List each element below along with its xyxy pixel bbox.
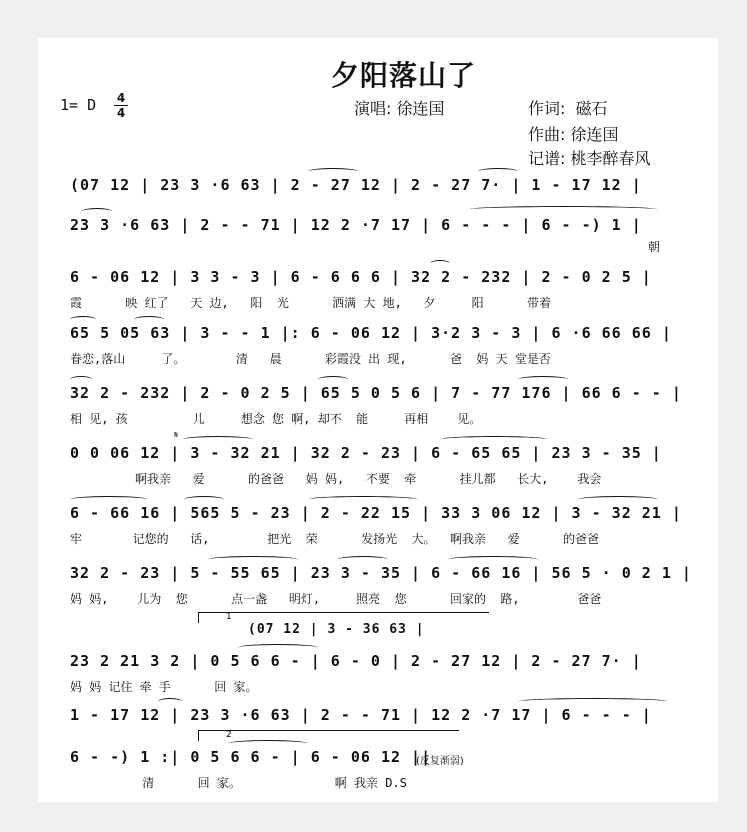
slur bbox=[308, 168, 358, 175]
segno-sign: 𝄋 bbox=[174, 430, 179, 441]
lyric-row-2: 朝 bbox=[70, 240, 660, 254]
slur bbox=[183, 436, 253, 443]
slur bbox=[578, 496, 658, 503]
slur bbox=[70, 496, 148, 503]
slur bbox=[238, 644, 318, 651]
slur bbox=[70, 316, 96, 323]
music-row-11: 6 - -) 1 :| 0 5 6 6 - | 6 - 06 12 || bbox=[70, 748, 432, 766]
slur bbox=[318, 376, 348, 383]
lyric-row-6: 啊我亲 爱 的爸爸 妈 妈, 不要 牵 挂儿都 长大, 我会 bbox=[70, 472, 602, 486]
lyric-row-8: 妈 妈, 儿为 您 点一盏 明灯, 照亮 您 回家的 路, 爸爸 bbox=[70, 592, 602, 606]
volta-label-2: 2 bbox=[226, 730, 232, 740]
lyric-row-9: 妈 妈 记住 牵 手 回 家。 bbox=[70, 680, 258, 694]
slur bbox=[158, 698, 182, 705]
music-row-1: (07 12 | 23 3 ·6 63 | 2 - 27 12 | 2 - 27 7· | 1 - 17 12 | bbox=[70, 176, 642, 194]
key-signature: 1= D bbox=[60, 96, 97, 114]
slur bbox=[134, 316, 164, 323]
slur bbox=[208, 556, 298, 563]
slur bbox=[308, 496, 418, 503]
lyric-row-3: 霞 映 红了 天 边, 阳 光 洒满 大 地, 夕 阳 带着 bbox=[70, 296, 551, 310]
footer-note: (反复渐弱) bbox=[416, 756, 464, 767]
music-row-3: 6 - 06 12 | 3 3 - 3 | 6 - 6 6 6 | 32 2 - 232 | 2 - 0 2 5 | bbox=[70, 268, 652, 286]
volta-1-music: (07 12 | 3 - 36 63 | bbox=[248, 622, 425, 637]
time-bottom: 4 bbox=[116, 106, 126, 120]
music-row-7: 6 - 66 16 | 565 5 - 23 | 2 - 22 15 | 33 3 06 12 | 3 - 32 21 | bbox=[70, 504, 682, 522]
music-row-4: 65 5 05 63 | 3 - - 1 |: 6 - 06 12 | 3·2 3 - 3 | 6 ·6 66 66 | bbox=[70, 324, 672, 342]
slur bbox=[448, 556, 538, 563]
slur bbox=[430, 260, 450, 267]
slur bbox=[440, 436, 548, 443]
sheet-page bbox=[38, 38, 718, 802]
slur bbox=[338, 556, 388, 563]
song-title: 夕阳落山了 bbox=[331, 59, 477, 92]
slur bbox=[228, 740, 308, 747]
composer-credit: 作曲: 徐连国 bbox=[528, 125, 619, 144]
slur bbox=[184, 496, 224, 503]
slur bbox=[478, 168, 518, 175]
music-row-5: 32 2 - 232 | 2 - 0 2 5 | 65 5 0 5 6 | 7 - 77 176 | 66 6 - - | bbox=[70, 384, 682, 402]
music-row-6: 0 0 06 12 | 3 - 32 21 | 32 2 - 23 | 6 - 65 65 | 23 3 - 35 | bbox=[70, 444, 662, 462]
singer-credit: 演唱: 徐连国 bbox=[354, 99, 445, 118]
music-row-2: 23 3 ·6 63 | 2 - - 71 | 12 2 ·7 17 | 6 - - - | 6 - -) 1 | bbox=[70, 216, 642, 234]
slur bbox=[82, 208, 112, 215]
slur bbox=[468, 206, 658, 213]
slur bbox=[70, 376, 92, 383]
music-row-8: 32 2 - 23 | 5 - 55 65 | 23 3 - 35 | 6 - 66 16 | 56 5 · 0 2 1 | bbox=[70, 564, 692, 582]
volta-label-1: 1 bbox=[226, 612, 232, 622]
transcriber-credit: 记谱: 桃李醉春风 bbox=[528, 149, 651, 168]
lyric-row-4: 眷恋,落山 了。 清 晨 彩霞没 出 现, 爸 妈 天 堂是否 bbox=[70, 352, 551, 366]
slur bbox=[518, 376, 568, 383]
slur bbox=[518, 698, 668, 705]
volta-bracket-2 bbox=[198, 730, 459, 741]
lyric-row-7: 牢 记您的 话, 把光 荣 发扬光 大。 啊我亲 爱 的爸爸 bbox=[70, 532, 599, 546]
lyric-row-11: 清 回 家。 啊 我亲 D.S bbox=[70, 776, 407, 790]
time-signature bbox=[114, 92, 128, 119]
music-row-9: 23 2 21 3 2 | 0 5 6 6 - | 6 - 0 | 2 - 27 12 | 2 - 27 7· | bbox=[70, 652, 642, 670]
lyricist-credit: 作词: 磁石 bbox=[528, 99, 608, 118]
time-top: 4 bbox=[116, 91, 126, 105]
lyric-row-5: 相 见, 孩 儿 想念 您 啊, 却不 能 再相 见。 bbox=[70, 412, 482, 426]
music-row-10: 1 - 17 12 | 23 3 ·6 63 | 2 - - 71 | 12 2 ·7 17 | 6 - - - | bbox=[70, 706, 652, 724]
